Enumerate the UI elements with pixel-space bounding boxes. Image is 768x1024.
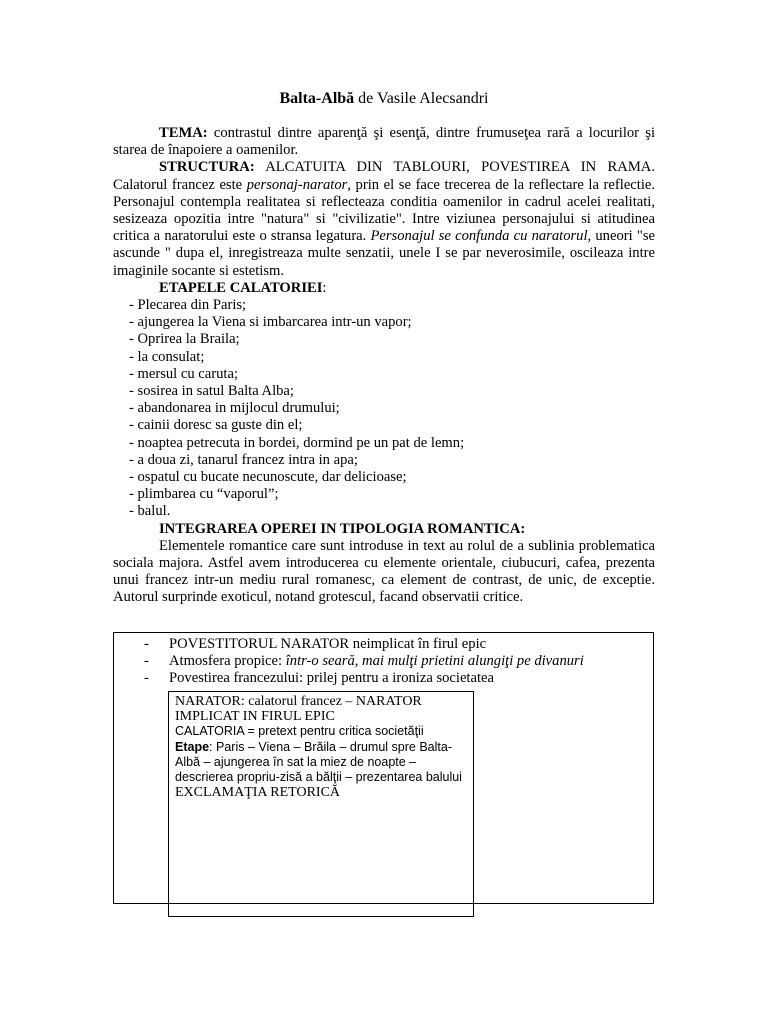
list-item: - balul. [129,503,171,520]
structura-italic-1: personaj-narator [246,176,348,193]
list-item: - sosirea in satul Balta Alba; [129,383,294,400]
notes-line-calatoria: CALATORIA = pretext pentru critica societăţii [175,724,424,739]
list-item: - cainii doresc sa guste din el; [129,417,303,434]
bullet-item [114,653,654,670]
document-body [113,125,655,607]
notes-line-etape [175,740,467,786]
list-item: - a doua zi, tanarul francez intra in apa; [129,451,358,468]
structura-italic-2: Personajul se confunda cu naratorul, [370,228,592,245]
tema-text: contrastul dintre aparenţă şi esenţă, dintre frumuseţea rară a locurilor şi starea de înapoiere a oamenilor. [113,125,655,159]
list-item: - Plecarea din Paris; [129,297,247,314]
etapele-heading [159,280,655,297]
title-bold: Balta-Albă [279,90,355,107]
bullet-dash: - [144,653,149,670]
etapele-list [113,297,655,521]
tema-label: TEMA: [159,125,208,141]
integrarea-paragraph: Elementele romantice care sunt introduse in text au rolul de a sublinia problematica sociala majora. Astfel avem introducerea cu elemente orientale, ciubucuri, cafea, prezenta unui francez intr-un mediu rural romanesc, ca element de contrast, de unic, de exceptie. Autorul surprinde exoticul, notand grotescul, facand observatii critice. [113,537,655,606]
list-item: - ajungerea la Viena si imbarcarea intr-un vapor; [129,314,412,331]
summary-box [113,632,654,904]
document-title [113,90,655,107]
bullet-dash: - [144,636,149,652]
list-item: - la consulat; [129,348,205,365]
etapele-heading-text: ETAPELE CALATORIEI [159,279,323,296]
list-item: - abandonarea in mijlocul drumului; [129,400,340,417]
bullet-text: POVESTITORUL NARATOR neimplicat în firul epic [169,636,487,652]
list-item: - mersul cu caruta; [129,365,238,382]
etape-label: Etape [175,739,210,754]
narrator-notes-box [168,691,474,917]
bullet-text: Atmosfera propice: [169,653,286,670]
title-rest: de Vasile Alecsandri [354,90,489,107]
structura-label: STRUCTURA: [159,159,255,176]
list-item: - Oprirea la Braila; [129,331,240,348]
tema-paragraph [113,125,655,159]
etape-text: : Paris – Viena – Brăila – drumul spre Balta-Albă – ajungerea în sat la miez de noapte – descrierea propriu-zisă a bălţii – prezentarea balului [175,739,462,785]
bullet-dash: - [144,670,149,687]
structura-paragraph [113,159,655,279]
list-item: - plimbarea cu “vaporul”; [129,486,279,503]
summary-bullets [114,636,654,688]
bullet-item [114,670,654,687]
integrarea-heading: INTEGRAREA OPEREI IN TIPOLOGIA ROMANTICA: [159,520,526,537]
notes-line-exclamatia: EXCLAMAŢIA RETORICĂ [175,785,341,801]
structura-text-1: ALCATUITA DIN TABLOURI, POVESTIREA IN RAMA. Calatorul francez este [113,159,655,193]
structura-text-2: , prin el se face trecerea de la reflectare la reflectie. Personajul contempla realitatea si reflecteaza conditia oamenilor in cadrul acelei realitati, sesizeaza opozitia intre "natura" si "civilizatie". Intre viziunea personajului si atitudinea critica a naratorului este o stransa legatura. [113,176,656,245]
bullet-text: Povestirea francezului: prilej pentru a ironiza societatea [169,670,494,687]
structura-text-3: uneori "se ascunde " dupa el, inregistreaza multe senzatii, unele I se par neverosimile, oscileaza intre imaginile socante si estetism. [113,228,655,279]
list-item: - ospatul cu bucate necunoscute, dar delicioase; [129,469,407,486]
notes-line-narator: NARATOR: calatorul francez – NARATOR IMPLICAT IN FIRUL EPIC [175,694,422,725]
etapele-heading-colon: : [322,279,327,296]
bullet-italic-text: într-o seară, mai mulţi prietini alungiţi pe divanuri [285,653,584,670]
list-item: - noaptea petrecuta in bordei, dormind pe un pat de lemn; [129,434,465,451]
bullet-item [114,636,654,653]
